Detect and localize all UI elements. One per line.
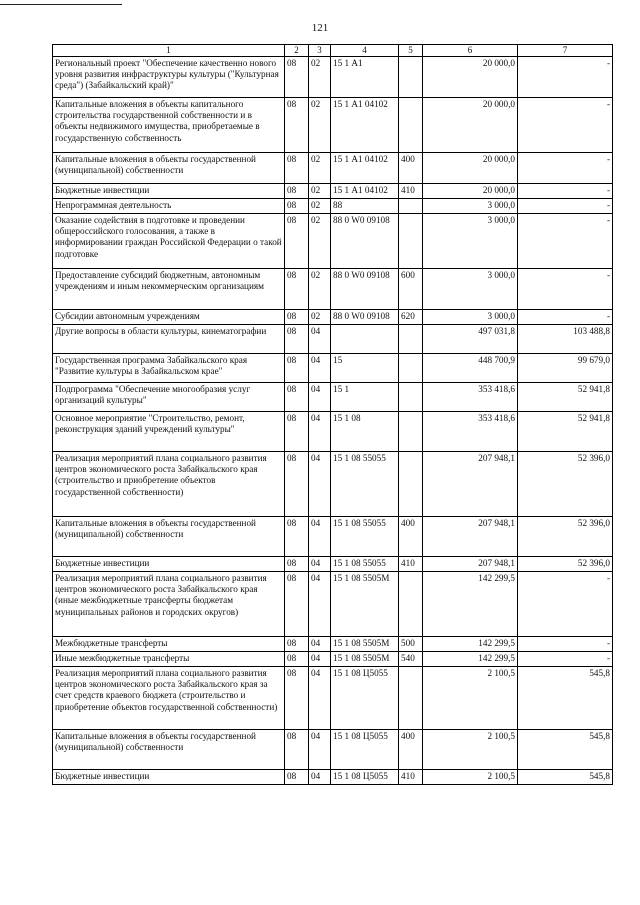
section-code: 08: [285, 729, 309, 769]
subsection-code: 04: [309, 451, 331, 516]
row-name: Подпрограмма "Обеспечение многообразия услуг организаций культуры": [53, 382, 285, 411]
table-row: [53, 198, 613, 213]
amount-col7: 52 396,0: [518, 556, 613, 571]
subsection-code: 02: [309, 152, 331, 183]
row-name: Иные межбюджетные трансферты: [53, 651, 285, 666]
section-code: 08: [285, 411, 309, 451]
column-header: 6: [423, 45, 518, 57]
section-code: 08: [285, 324, 309, 353]
budget-table: [52, 44, 613, 785]
table-row: [53, 636, 613, 651]
table-row: [53, 651, 613, 666]
target-article-code: 15 1 08 Ц5055: [331, 769, 399, 784]
amount-col6: 448 700,9: [423, 353, 518, 382]
target-article-code: 15 1 А1 04102: [331, 152, 399, 183]
amount-col7: -: [518, 56, 613, 97]
subsection-code: 04: [309, 353, 331, 382]
amount-col6: 3 000,0: [423, 213, 518, 268]
section-code: 08: [285, 152, 309, 183]
table-row: [53, 571, 613, 636]
subsection-code: 04: [309, 729, 331, 769]
table-row: [53, 97, 613, 152]
section-code: 08: [285, 636, 309, 651]
column-header: 1: [53, 45, 285, 57]
amount-col7: -: [518, 268, 613, 309]
section-code: 08: [285, 353, 309, 382]
column-header: 7: [518, 45, 613, 57]
amount-col6: 20 000,0: [423, 183, 518, 198]
amount-col6: 20 000,0: [423, 97, 518, 152]
amount-col6: 497 031,8: [423, 324, 518, 353]
subsection-code: 04: [309, 769, 331, 784]
amount-col6: 142 299,5: [423, 571, 518, 636]
expense-type-code: 500: [399, 636, 423, 651]
amount-col6: 3 000,0: [423, 268, 518, 309]
target-article-code: 15 1 08 5505М: [331, 571, 399, 636]
expense-type-code: [399, 571, 423, 636]
section-code: 08: [285, 556, 309, 571]
amount-col7: 52 941,8: [518, 411, 613, 451]
expense-type-code: [399, 198, 423, 213]
amount-col6: 142 299,5: [423, 651, 518, 666]
subsection-code: 04: [309, 382, 331, 411]
target-article-code: 15 1 08 Ц5055: [331, 729, 399, 769]
section-code: 08: [285, 571, 309, 636]
subsection-code: 02: [309, 198, 331, 213]
amount-col6: 142 299,5: [423, 636, 518, 651]
expense-type-code: [399, 382, 423, 411]
row-name: Реализация мероприятий плана социального развития центров экономического роста Забайкальского края (строительство и приобретение объектов государственной собственности): [53, 451, 285, 516]
table-row: [53, 353, 613, 382]
subsection-code: 02: [309, 268, 331, 309]
column-header: 3: [309, 45, 331, 57]
section-code: 08: [285, 198, 309, 213]
row-name: Капитальные вложения в объекты государственной (муниципальной) собственности: [53, 516, 285, 556]
expense-type-code: 600: [399, 268, 423, 309]
table-row: [53, 729, 613, 769]
row-name: Межбюджетные трансферты: [53, 636, 285, 651]
header-rule: [0, 4, 122, 5]
subsection-code: 04: [309, 666, 331, 729]
table-row: [53, 56, 613, 97]
row-name: Капитальные вложения в объекты государственной (муниципальной) собственности: [53, 152, 285, 183]
subsection-code: 02: [309, 213, 331, 268]
amount-col7: 52 396,0: [518, 451, 613, 516]
expense-type-code: 540: [399, 651, 423, 666]
row-name: Непрограммная деятельность: [53, 198, 285, 213]
amount-col7: -: [518, 309, 613, 324]
row-name: Основное мероприятие "Строительство, ремонт, реконструкция зданий учреждений культуры": [53, 411, 285, 451]
subsection-code: 04: [309, 556, 331, 571]
amount-col7: 99 679,0: [518, 353, 613, 382]
amount-col7: 545,8: [518, 769, 613, 784]
expense-type-code: 400: [399, 729, 423, 769]
subsection-code: 04: [309, 411, 331, 451]
row-name: Бюджетные инвестиции: [53, 183, 285, 198]
amount-col6: 353 418,6: [423, 382, 518, 411]
section-code: 08: [285, 769, 309, 784]
row-name: Реализация мероприятий плана социального развития центров экономического роста Забайкальского края (иные межбюджетные трансферты бюджетам муниципальных районов и городских округов): [53, 571, 285, 636]
table-row: [53, 213, 613, 268]
target-article-code: 15 1 08 55055: [331, 516, 399, 556]
amount-col7: -: [518, 152, 613, 183]
table-row: [53, 183, 613, 198]
table-row: [53, 666, 613, 729]
row-name: Другие вопросы в области культуры, кинематографии: [53, 324, 285, 353]
section-code: 08: [285, 516, 309, 556]
section-code: 08: [285, 213, 309, 268]
target-article-code: 88 0 W0 09108: [331, 309, 399, 324]
amount-col6: 353 418,6: [423, 411, 518, 451]
amount-col7: 545,8: [518, 666, 613, 729]
row-name: Капитальные вложения в объекты капитального строительства государственной собственности и в объекты недвижимого имущества, приобретаемые в государственную собственность: [53, 97, 285, 152]
subsection-code: 04: [309, 516, 331, 556]
amount-col6: 2 100,5: [423, 729, 518, 769]
amount-col7: -: [518, 571, 613, 636]
row-name: Государственная программа Забайкальского края "Развитие культуры в Забайкальском крае": [53, 353, 285, 382]
table-row: [53, 152, 613, 183]
amount-col7: -: [518, 198, 613, 213]
section-code: 08: [285, 382, 309, 411]
expense-type-code: [399, 451, 423, 516]
subsection-code: 02: [309, 183, 331, 198]
expense-type-code: 620: [399, 309, 423, 324]
expense-type-code: [399, 97, 423, 152]
amount-col7: 52 396,0: [518, 516, 613, 556]
amount-col6: 3 000,0: [423, 198, 518, 213]
target-article-code: 15 1 08 5505М: [331, 636, 399, 651]
column-header: 2: [285, 45, 309, 57]
subsection-code: 04: [309, 324, 331, 353]
target-article-code: 88 0 W0 09108: [331, 213, 399, 268]
expense-type-code: [399, 666, 423, 729]
expense-type-code: [399, 56, 423, 97]
amount-col6: 20 000,0: [423, 56, 518, 97]
subsection-code: 04: [309, 636, 331, 651]
amount-col6: 207 948,1: [423, 516, 518, 556]
amount-col7: 545,8: [518, 729, 613, 769]
amount-col6: 2 100,5: [423, 666, 518, 729]
expense-type-code: [399, 353, 423, 382]
row-name: Бюджетные инвестиции: [53, 556, 285, 571]
amount-col7: -: [518, 183, 613, 198]
subsection-code: 04: [309, 571, 331, 636]
amount-col7: 103 488,8: [518, 324, 613, 353]
amount-col7: -: [518, 213, 613, 268]
target-article-code: 15 1 08 Ц5055: [331, 666, 399, 729]
row-name: Капитальные вложения в объекты государственной (муниципальной) собственности: [53, 729, 285, 769]
expense-type-code: 410: [399, 183, 423, 198]
target-article-code: 15 1 08: [331, 411, 399, 451]
row-name: Оказание содействия в подготовке и проведении общероссийского голосования, а также в информировании граждан Российской Федерации о такой подготовке: [53, 213, 285, 268]
expense-type-code: [399, 324, 423, 353]
target-article-code: 15 1 08 55055: [331, 556, 399, 571]
column-header: 4: [331, 45, 399, 57]
table-row: [53, 516, 613, 556]
amount-col6: 2 100,5: [423, 769, 518, 784]
target-article-code: 15 1 08 55055: [331, 451, 399, 516]
table-header-row: [53, 45, 613, 57]
target-article-code: 15 1 А1 04102: [331, 183, 399, 198]
page-number: 121: [311, 22, 329, 34]
table-row: [53, 451, 613, 516]
table-row: [53, 382, 613, 411]
row-name: Предоставление субсидий бюджетным, автономным учреждениям и иным некоммерческим организациям: [53, 268, 285, 309]
expense-type-code: [399, 411, 423, 451]
subsection-code: 02: [309, 56, 331, 97]
row-name: Реализация мероприятий плана социального развития центров экономического роста Забайкальского края за счет средств краевого бюджета (строительство и приобретение объектов государственной собственности): [53, 666, 285, 729]
target-article-code: 15 1 А1 04102: [331, 97, 399, 152]
target-article-code: 88 0 W0 09108: [331, 268, 399, 309]
amount-col7: 52 941,8: [518, 382, 613, 411]
amount-col6: 207 948,1: [423, 451, 518, 516]
amount-col6: 20 000,0: [423, 152, 518, 183]
amount-col6: 3 000,0: [423, 309, 518, 324]
subsection-code: 02: [309, 309, 331, 324]
section-code: 08: [285, 56, 309, 97]
section-code: 08: [285, 309, 309, 324]
table-row: [53, 324, 613, 353]
section-code: 08: [285, 666, 309, 729]
row-name: Региональный проект "Обеспечение качественно нового уровня развития инфраструктуры культуры ("Культурная среда") (Забайкальский край)": [53, 56, 285, 97]
subsection-code: 02: [309, 97, 331, 152]
section-code: 08: [285, 268, 309, 309]
amount-col7: -: [518, 636, 613, 651]
column-header: 5: [399, 45, 423, 57]
section-code: 08: [285, 97, 309, 152]
target-article-code: 15 1: [331, 382, 399, 411]
table-row: [53, 411, 613, 451]
target-article-code: 88: [331, 198, 399, 213]
expense-type-code: 400: [399, 516, 423, 556]
target-article-code: 15 1 08 5505М: [331, 651, 399, 666]
expense-type-code: 410: [399, 769, 423, 784]
section-code: 08: [285, 451, 309, 516]
target-article-code: 15: [331, 353, 399, 382]
table-row: [53, 556, 613, 571]
section-code: 08: [285, 183, 309, 198]
expense-type-code: [399, 213, 423, 268]
row-name: Бюджетные инвестиции: [53, 769, 285, 784]
amount-col7: -: [518, 651, 613, 666]
expense-type-code: 410: [399, 556, 423, 571]
section-code: 08: [285, 651, 309, 666]
amount-col7: -: [518, 97, 613, 152]
target-article-code: 15 1 А1: [331, 56, 399, 97]
expense-type-code: 400: [399, 152, 423, 183]
table-row: [53, 268, 613, 309]
target-article-code: [331, 324, 399, 353]
amount-col6: 207 948,1: [423, 556, 518, 571]
row-name: Субсидии автономным учреждениям: [53, 309, 285, 324]
table-row: [53, 769, 613, 784]
table-row: [53, 309, 613, 324]
subsection-code: 04: [309, 651, 331, 666]
